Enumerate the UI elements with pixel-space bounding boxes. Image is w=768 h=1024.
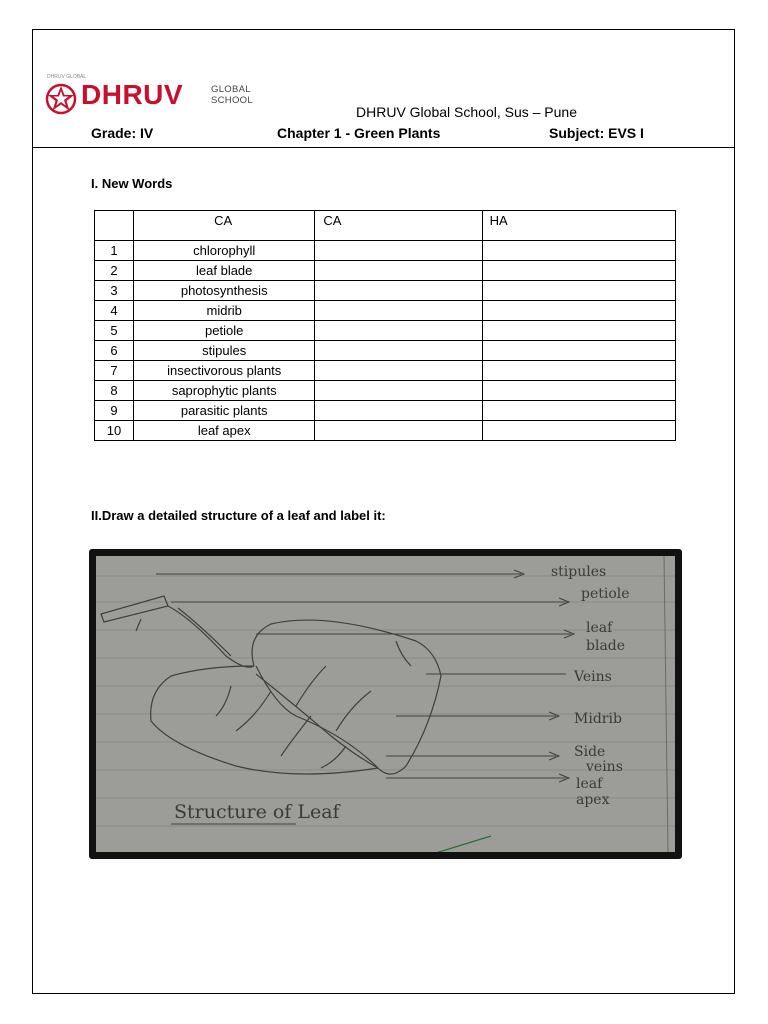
- logo-sub: GLOBAL SCHOOL: [211, 84, 253, 106]
- ha-answer-cell[interactable]: [482, 341, 675, 361]
- row-number: 10: [95, 421, 134, 441]
- table-row: [95, 321, 676, 341]
- table-row: [95, 301, 676, 321]
- row-word: leaf apex: [134, 421, 315, 441]
- table-header-cell: [95, 211, 134, 241]
- new-words-table: [94, 210, 676, 441]
- ca-answer-cell[interactable]: [315, 401, 482, 421]
- ha-answer-cell[interactable]: [482, 301, 675, 321]
- drawing-labels: [174, 564, 630, 823]
- section1-title: I. New Words: [91, 176, 173, 191]
- school-name: DHRUV Global School, Sus – Pune: [356, 104, 577, 120]
- logo-brand: DHRUV: [81, 79, 184, 110]
- row-number: 4: [95, 301, 134, 321]
- leaf-outline: [101, 596, 441, 774]
- ha-answer-cell[interactable]: [482, 361, 675, 381]
- header-divider: [33, 147, 735, 148]
- row-word: parasitic plants: [134, 401, 315, 421]
- svg-text:Midrib: Midrib: [574, 711, 622, 727]
- ca-answer-cell[interactable]: [315, 301, 482, 321]
- row-number: 3: [95, 281, 134, 301]
- svg-text:leaf: leaf: [576, 776, 603, 792]
- leaf-sketch: [96, 556, 675, 852]
- table-header-cell: CA: [315, 211, 482, 241]
- table-header-row: [95, 211, 676, 241]
- svg-text:Veins: Veins: [574, 669, 612, 685]
- row-word: insectivorous plants: [134, 361, 315, 381]
- notebook-page: [96, 556, 675, 852]
- label-arrows: [156, 570, 574, 782]
- svg-text:leaf: leaf: [586, 620, 613, 636]
- ca-answer-cell[interactable]: [315, 241, 482, 261]
- row-number: 6: [95, 341, 134, 361]
- row-number: 5: [95, 321, 134, 341]
- ca-answer-cell[interactable]: [315, 381, 482, 401]
- table-row: [95, 401, 676, 421]
- ha-answer-cell[interactable]: [482, 401, 675, 421]
- ha-answer-cell[interactable]: [482, 241, 675, 261]
- table-header-cell: HA: [482, 211, 675, 241]
- row-number: 9: [95, 401, 134, 421]
- ha-answer-cell[interactable]: [482, 421, 675, 441]
- subject-label: Subject: EVS I: [549, 125, 644, 141]
- row-word: photosynthesis: [134, 281, 315, 301]
- row-word: saprophytic plants: [134, 381, 315, 401]
- svg-text:veins: veins: [586, 759, 623, 775]
- ha-answer-cell[interactable]: [482, 281, 675, 301]
- row-word: leaf blade: [134, 261, 315, 281]
- logo-tagline: DHRUV GLOBAL: [47, 74, 87, 80]
- ca-answer-cell[interactable]: [315, 421, 482, 441]
- table-row: [95, 421, 676, 441]
- leaf-drawing-photo: [89, 549, 682, 859]
- drawing-caption: Structure of Leaf: [174, 801, 340, 823]
- ca-answer-cell[interactable]: [315, 261, 482, 281]
- row-word: petiole: [134, 321, 315, 341]
- table-row: [95, 341, 676, 361]
- svg-text:petiole: petiole: [581, 586, 630, 602]
- ha-answer-cell[interactable]: [482, 321, 675, 341]
- section2-title: II.Draw a detailed structure of a leaf and label it:: [91, 508, 386, 523]
- table-row: [95, 361, 676, 381]
- svg-text:stipules: stipules: [551, 564, 607, 580]
- row-word: chlorophyll: [134, 241, 315, 261]
- row-number: 7: [95, 361, 134, 381]
- ca-answer-cell[interactable]: [315, 281, 482, 301]
- table-row: [95, 281, 676, 301]
- school-logo: [45, 74, 253, 124]
- chapter-label: Chapter 1 - Green Plants: [277, 125, 441, 141]
- row-number: 8: [95, 381, 134, 401]
- svg-text:blade: blade: [586, 638, 626, 654]
- svg-text:apex: apex: [576, 792, 610, 808]
- table-header-cell: CA: [134, 211, 315, 241]
- star-emblem-icon: [45, 82, 77, 116]
- ca-answer-cell[interactable]: [315, 341, 482, 361]
- svg-text:Side: Side: [574, 744, 606, 760]
- row-number: 1: [95, 241, 134, 261]
- ca-answer-cell[interactable]: [315, 321, 482, 341]
- ca-answer-cell[interactable]: [315, 361, 482, 381]
- table-row: [95, 261, 676, 281]
- table-row: [95, 381, 676, 401]
- row-word: midrib: [134, 301, 315, 321]
- ha-answer-cell[interactable]: [482, 381, 675, 401]
- table-row: [95, 241, 676, 261]
- ha-answer-cell[interactable]: [482, 261, 675, 281]
- row-number: 2: [95, 261, 134, 281]
- grade-label: Grade: IV: [91, 125, 154, 141]
- row-word: stipules: [134, 341, 315, 361]
